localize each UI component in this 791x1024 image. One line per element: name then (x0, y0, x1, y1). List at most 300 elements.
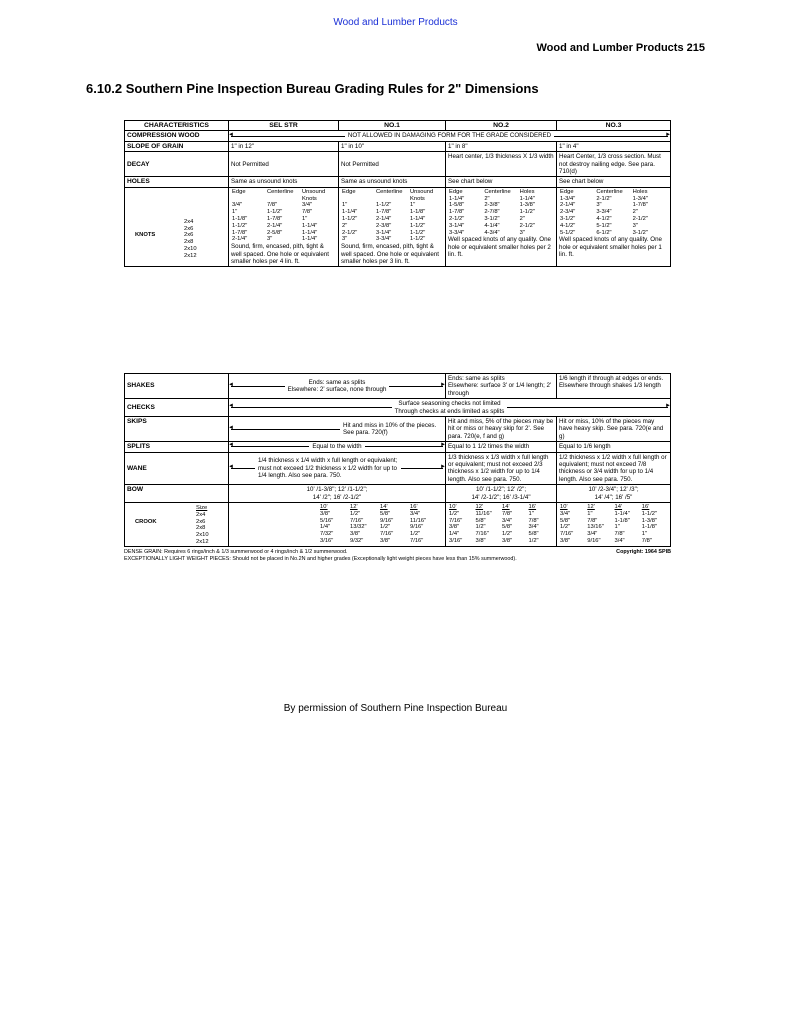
knot-col-header: Holes (519, 188, 535, 195)
knot-value: 1-1/4" (302, 236, 318, 243)
knot-value: 1" (342, 202, 348, 209)
knot-value: 1" (232, 209, 238, 216)
cell: 1" in 4" (557, 141, 671, 151)
crook-value: 3/4" (614, 538, 625, 545)
row-label: SHAKES (125, 374, 229, 399)
splits-text: Equal to the width (312, 443, 362, 451)
skips-text: Hit and miss in 10% of the pieces. See para. 720(f) (343, 421, 437, 437)
crook-value: 9/16" (380, 517, 394, 524)
crook-value: 5/8" (528, 531, 539, 538)
knot-row (448, 209, 554, 216)
crook-value: 3/8" (320, 510, 331, 517)
size-label: 2x8 (196, 525, 206, 532)
cell: 1" in 12" (229, 141, 339, 151)
crook-value: 1-1/8" (641, 524, 658, 531)
crook-value: 1-1/8" (614, 517, 630, 524)
knots-no2 (446, 187, 557, 267)
knot-value: 5-1/2" (560, 229, 576, 236)
knot-row (341, 209, 443, 216)
splits-row (125, 442, 671, 452)
crook-value: 3/8" (475, 538, 486, 545)
knot-value: 2-1/2" (449, 216, 465, 223)
crook-value: 1-1/4" (614, 510, 630, 517)
size-label: 2x12 (196, 539, 209, 546)
crook-value: 7/8" (587, 517, 598, 524)
size-header: Size (196, 505, 208, 512)
knot-col-header: Holes (632, 188, 648, 195)
knot-value: 1-3/8" (519, 202, 535, 209)
knot-value: 7/8" (302, 209, 313, 216)
cell: Not Permitted (339, 152, 446, 177)
crook-value: 1" (528, 510, 534, 517)
knot-value: 3" (267, 236, 273, 243)
footnote-dense-grain: DENSE GRAIN: Requires 6 rings/inch & 1/3 summerwood or 4 rings/inch & 1/2 summerwood. (124, 548, 348, 555)
knot-note: Well spaced knots of any quality. One hole or equivalent smaller holes per 1 lin. ft. (559, 236, 662, 259)
crook-value: 3/8" (380, 538, 391, 545)
knot-value: 2-1/4" (376, 216, 392, 223)
knot-value: 1-1/4" (302, 229, 318, 236)
knot-value: 1-3/4" (632, 195, 648, 202)
crook-value: 1/2" (449, 510, 460, 517)
checks-row (125, 399, 671, 417)
skips-row (125, 417, 671, 442)
knot-value: 2-1/4" (232, 236, 248, 243)
knot-row (231, 236, 336, 243)
crook-length: 10' (449, 504, 457, 511)
grading-table-top (124, 120, 671, 267)
crook-value: 3/4" (587, 531, 598, 538)
knot-value: 3-3/4" (596, 209, 612, 216)
crook-value: 5/16" (320, 517, 334, 524)
shakes-row (125, 374, 671, 399)
size-label: 2x10 (184, 246, 197, 253)
row-label: SPLITS (125, 442, 229, 452)
copyright: Copyright: 1964 SPIB (616, 548, 671, 555)
crook-value: 1/2" (350, 510, 361, 517)
size-label: 2x6 (184, 225, 194, 232)
crook-value: 9/16" (587, 538, 601, 545)
holes-row (125, 177, 671, 187)
crook-value: 9/32" (350, 538, 364, 545)
row-label: SKIPS (125, 417, 229, 442)
crook-value: 3/4" (528, 524, 539, 531)
knot-row (341, 236, 443, 243)
crook-value: 1/2" (528, 538, 539, 545)
knot-note: Sound, firm, encased, pith, tight & well spaced. One hole or equivalent smaller holes per 3 lin. ft. (341, 243, 440, 266)
knot-value: 1-1/2" (410, 222, 426, 229)
crook-value: 1-1/2" (641, 510, 658, 517)
size-label: 2x8 (184, 239, 194, 246)
knot-value: 3-3/4" (449, 229, 465, 236)
cell: See chart below (557, 177, 671, 187)
crook-value: 13/32" (350, 524, 367, 531)
crook-value: 5/8" (380, 510, 391, 517)
crook-row (319, 511, 439, 518)
knot-row (448, 202, 554, 209)
crook-value: 1/4" (320, 524, 331, 531)
checks-text: Surface seasoning checks not limited Through checks at ends limited as splits (394, 400, 505, 415)
span-cell (229, 452, 446, 485)
knot-value: 5-1/2" (596, 222, 612, 229)
knot-value: 3-1/4" (449, 222, 465, 229)
span-cell (229, 131, 671, 141)
cell: Heart center, 1/3 thickness X 1/3 width (446, 152, 557, 177)
grading-table-bottom (124, 373, 671, 562)
crook-value: 1/2" (502, 531, 513, 538)
crook-value: 7/16" (475, 531, 489, 538)
knot-value: 1" (302, 216, 308, 223)
span-cell (229, 442, 446, 452)
knot-value: 4-1/2" (596, 216, 612, 223)
cell: 10' /1-3/8"; 12' /1-1/2"; 14' /2"; 16' /2-1/2" (229, 485, 446, 503)
row-label: DECAY (125, 152, 229, 177)
size-label: 2x12 (184, 252, 197, 259)
knot-row (448, 196, 554, 203)
crook-value: 7/16" (449, 517, 463, 524)
knot-value: 2-3/8" (376, 222, 392, 229)
size-label: 2x4 (184, 218, 194, 225)
crook-row (319, 518, 439, 525)
cell: 1/6 length if through at edges or ends. Elsewhere through shakes 1/3 length (557, 374, 671, 399)
crook-no2 (446, 503, 557, 547)
header-row (125, 121, 671, 131)
shakes-text: Ends: same as splits Elsewhere: 2' surface, none through (287, 378, 387, 394)
crook-length-header (448, 504, 554, 511)
crook-row (448, 531, 554, 538)
knot-note: Sound, firm, encased, pith, tight & well spaced. One hole or equivalent smaller holes per 4 lin. ft. (231, 243, 330, 266)
knot-value: 1-1/2" (267, 209, 283, 216)
knot-value: 2" (342, 222, 348, 229)
knot-row (341, 223, 443, 230)
knot-value: 3-1/2" (560, 216, 576, 223)
row-label: HOLES (125, 177, 229, 187)
knot-row (448, 223, 554, 230)
crook-value: 1" (641, 531, 648, 538)
knot-value: 3" (519, 229, 525, 236)
bow-row (125, 485, 671, 503)
knot-value: 1-7/8" (267, 216, 283, 223)
knot-value: 1-1/8" (410, 209, 426, 216)
footnote-light-weight: EXCEPTIONALLY LIGHT WEIGHT PIECES: Should not be placed in No.2N and higher grades (Exceptionally light weight pieces have less than 15% summerwood). (124, 555, 517, 562)
crook-row (559, 511, 668, 518)
knot-value: 1-1/4" (410, 216, 426, 223)
knot-value: 3/4" (232, 202, 243, 209)
size-label: 2x10 (196, 532, 209, 539)
crook-value: 7/8" (614, 531, 625, 538)
crook-value: 3/16" (320, 538, 334, 545)
knot-value: 1-1/2" (410, 236, 426, 243)
knot-value: 1-1/2" (519, 209, 535, 216)
knot-value: 1-1/4" (302, 222, 318, 229)
knot-value: 2-1/2" (632, 216, 648, 223)
crook-no3 (557, 503, 671, 547)
knot-col-header: Centerline (267, 188, 294, 195)
row-label: KNOTS (135, 232, 156, 239)
knot-value: 3-1/4" (376, 229, 392, 236)
knot-value: 1-1/4" (342, 209, 358, 216)
crook-value: 3/8" (350, 531, 361, 538)
knot-row (341, 230, 443, 237)
knot-value: 4-3/4" (484, 229, 500, 236)
knot-value: 2-3/4" (560, 209, 576, 216)
knot-row (231, 202, 336, 209)
knot-col-header: Edge (560, 188, 574, 195)
cell: 10' /1-1/2"; 12' /2"; 14' /2-1/2"; 16' /3-1/4" (446, 485, 557, 503)
knot-col-header: Unsound Knots (302, 188, 326, 202)
crook-value: 5/8" (475, 517, 486, 524)
crook-value: 3/4" (502, 517, 513, 524)
crook-sel-no1 (229, 503, 446, 547)
crook-row (319, 538, 439, 545)
knot-row (559, 216, 668, 223)
crook-value: 7/32" (320, 531, 334, 538)
knot-value: 2-1/2" (342, 229, 358, 236)
knot-value: 1-1/2" (376, 202, 392, 209)
crook-row (559, 538, 668, 545)
knot-row (341, 202, 443, 209)
knot-value: 3-3/4" (376, 236, 392, 243)
crook-value: 7/8" (528, 517, 539, 524)
span-cell (229, 374, 446, 399)
crook-value: 1/2" (475, 524, 486, 531)
knot-value: 2" (632, 209, 638, 216)
wane-text: 1/4 thickness x 1/4 width x full length or equivalent; must not exceed 1/2 thickness x 1/2 width for up to 1/4 length. Also see para. 750. (258, 457, 398, 480)
span-cell (229, 417, 446, 442)
knot-row (559, 196, 668, 203)
crook-row (559, 524, 668, 531)
knot-value: 2-1/4" (560, 202, 576, 209)
cell: Ends: same as splits Elsewhere: surface 3' or 1/4 length; 2' through (446, 374, 557, 399)
knot-value: 1-7/8" (376, 209, 392, 216)
knot-value: 1-7/8" (632, 202, 648, 209)
crook-value: 7/16" (350, 517, 364, 524)
knot-subheader (341, 189, 443, 203)
crook-length: 12' (350, 504, 358, 511)
knot-value: 2-7/8" (484, 209, 500, 216)
knot-value: 1-7/8" (449, 209, 465, 216)
knot-col-header: Unsound Knots (410, 188, 434, 202)
knot-value: 3-1/2" (484, 216, 500, 223)
cell: Not Permitted (229, 152, 339, 177)
knot-value: 3/4" (302, 202, 313, 209)
knot-value: 3" (596, 202, 602, 209)
knot-col-header: Centerline (596, 188, 623, 195)
table-footnotes (124, 549, 671, 563)
crook-length-header (319, 504, 439, 511)
running-head: Wood and Lumber Products 215 (536, 42, 705, 54)
crook-row (448, 524, 554, 531)
cell: Same as unsound knots (339, 177, 446, 187)
decay-row (125, 152, 671, 177)
knots-no1 (339, 187, 446, 267)
knot-value: 1-1/2" (232, 222, 248, 229)
size-label: 2x4 (196, 511, 206, 518)
knot-row (231, 230, 336, 237)
crook-value: 1-3/8" (641, 517, 658, 524)
crook-value: 1/4" (449, 531, 460, 538)
knots-no3 (557, 187, 671, 267)
knot-value: 1-5/8" (449, 202, 465, 209)
header-sel-str: SEL STR (229, 121, 339, 131)
cell: 10' /2-3/4"; 12' /3"; 14' /4"; 16' /5" (557, 485, 671, 503)
knot-row (559, 202, 668, 209)
crook-length: 16' (641, 504, 650, 511)
row-label: CROOK (135, 518, 157, 525)
crook-value: 3/4" (560, 510, 571, 517)
section-title: 6.10.2 Southern Pine Inspection Bureau Grading Rules for 2" Dimensions (86, 81, 539, 96)
knot-value: 2-1/2" (596, 195, 612, 202)
cell: Equal to 1/6 length (557, 442, 671, 452)
knot-col-header: Edge (232, 188, 246, 195)
knots-sel-str (229, 187, 339, 267)
crook-value: 3/8" (560, 538, 571, 545)
row-label: BOW (125, 485, 229, 503)
crook-length: 14' (502, 504, 510, 511)
knot-value: 3-1/2" (632, 229, 648, 236)
row-label: WANE (125, 452, 229, 485)
knot-value: 3" (342, 236, 348, 243)
crook-value: 3/8" (449, 524, 460, 531)
header-no1: NO.1 (339, 121, 446, 131)
knot-value: 1-3/4" (560, 195, 576, 202)
knot-value: 1-1/4" (449, 195, 465, 202)
cell: Same as unsound knots (229, 177, 339, 187)
row-label: SLOPE OF GRAIN (125, 141, 229, 151)
knot-col-header: Centerline (484, 188, 511, 195)
crook-length-header (559, 504, 668, 511)
size-label: 2x6 (184, 232, 194, 239)
crook-value: 7/16" (560, 531, 574, 538)
crook-length: 12' (475, 504, 484, 511)
knot-value: 2" (519, 216, 525, 223)
knot-value: 1-1/2" (410, 229, 426, 236)
crook-length: 10' (560, 504, 568, 511)
knot-row (559, 223, 668, 230)
crook-value: 3/4" (410, 510, 421, 517)
crook-row (448, 518, 554, 525)
header-characteristics: CHARACTERISTICS (125, 121, 229, 131)
crook-length: 12' (587, 504, 595, 511)
cell: 1/2 thickness x 1/2 width x full length or equivalent; must not exceed 7/8 thickness or 3/4 width for up to 1/4 length. Also see para. 750. (557, 452, 671, 485)
knot-value: 2-1/4" (267, 222, 283, 229)
crook-value: 7/16" (410, 538, 424, 545)
cell: 1" in 10" (339, 141, 446, 151)
compression-wood-row (125, 131, 671, 141)
knot-row (559, 230, 668, 237)
knot-value: 1-1/2" (342, 216, 358, 223)
slope-row (125, 141, 671, 151)
row-label: COMPRESSION WOOD (125, 131, 229, 141)
header-no2: NO.2 (446, 121, 557, 131)
crook-value: 9/16" (410, 524, 424, 531)
knot-value: 1-1/8" (232, 216, 248, 223)
knot-row (231, 223, 336, 230)
cell: See chart below (446, 177, 557, 187)
crook-row (319, 531, 439, 538)
knot-value: 4-1/2" (560, 222, 576, 229)
knot-subheader (231, 189, 336, 203)
crook-value: 11/16" (410, 517, 427, 524)
crook-row (319, 524, 439, 531)
crook-value: 7/8" (502, 510, 513, 517)
crook-row (559, 518, 668, 525)
knot-col-header: Edge (449, 188, 463, 195)
crook-value: 1/2" (560, 524, 571, 531)
cell: 1/3 thickness x 1/3 width x full length or equivalent; must not exceed 2/3 thickness x 1/2 width for up to 1/4 length. Also see para. 750. (446, 452, 557, 485)
crook-value: 13/16" (587, 524, 604, 531)
crook-value: 1/2" (410, 531, 421, 538)
top-link[interactable]: Wood and Lumber Products (333, 17, 458, 28)
crook-value: 7/8" (641, 538, 652, 545)
crook-label-cell (125, 503, 229, 547)
knot-value: 2-1/2" (519, 222, 535, 229)
crook-value: 5/8" (502, 524, 513, 531)
knot-value: 2-5/8" (267, 229, 283, 236)
span-cell (229, 399, 671, 417)
knot-value: 2" (484, 195, 490, 202)
cell: Equal to 1 1/2 times the width (446, 442, 557, 452)
crook-length: 14' (380, 504, 388, 511)
crook-row (448, 538, 554, 545)
knot-row (559, 209, 668, 216)
knot-row (448, 230, 554, 237)
knot-row (231, 216, 336, 223)
crook-value: 1" (614, 524, 620, 531)
knots-label-cell (125, 187, 229, 267)
crook-value: 1/2" (380, 524, 391, 531)
wane-row (125, 452, 671, 485)
knot-value: 2-3/8" (484, 202, 500, 209)
crook-row (559, 531, 668, 538)
crook-value: 11/16" (475, 510, 492, 517)
knot-row (341, 216, 443, 223)
knot-value: 4-1/4" (484, 222, 500, 229)
cell: Hit and miss, 5% of the pieces may be hit or miss or heavy skip for 2'. See para. 720(e, f and g) (446, 417, 557, 442)
knot-value: 3" (632, 222, 638, 229)
crook-length: 16' (528, 504, 537, 511)
knot-note: Well spaced knots of any quality. One hole or equivalent smaller holes per 2 lin. ft. (448, 236, 551, 259)
crook-row (448, 511, 554, 518)
size-label: 2x6 (196, 518, 206, 525)
knot-subheader (559, 189, 668, 196)
crook-value: 7/16" (380, 531, 394, 538)
crook-length: 14' (614, 504, 623, 511)
permission-note: By permission of Southern Pine Inspection Bureau (283, 703, 508, 714)
header-no3: NO.3 (557, 121, 671, 131)
knot-value: 1" (410, 202, 416, 209)
crook-value: 5/8" (560, 517, 571, 524)
crook-value: 3/8" (502, 538, 513, 545)
knot-value: 1-1/4" (519, 195, 535, 202)
knot-value: 7/8" (267, 202, 278, 209)
knot-row (448, 216, 554, 223)
knot-row (231, 209, 336, 216)
crook-row (125, 503, 671, 547)
knot-subheader (448, 189, 554, 196)
knot-col-header: Edge (342, 188, 356, 195)
knots-row (125, 187, 671, 267)
cell: 1" in 8" (446, 141, 557, 151)
row-label: CHECKS (125, 399, 229, 417)
cell: Hit or miss, 10% of the pieces may have heavy skip. See para. 720(e and g) (557, 417, 671, 442)
crook-length: 16' (410, 504, 418, 511)
knot-value: 6-1/2" (596, 229, 612, 236)
crook-value: 3/16" (449, 538, 463, 545)
cell: Heart Center, 1/3 cross section. Must not destroy nailing edge. See para. 710(d) (557, 152, 671, 177)
knot-col-header: Centerline (376, 188, 403, 195)
knot-value: 1-7/8" (232, 229, 248, 236)
crook-length: 10' (320, 504, 328, 511)
